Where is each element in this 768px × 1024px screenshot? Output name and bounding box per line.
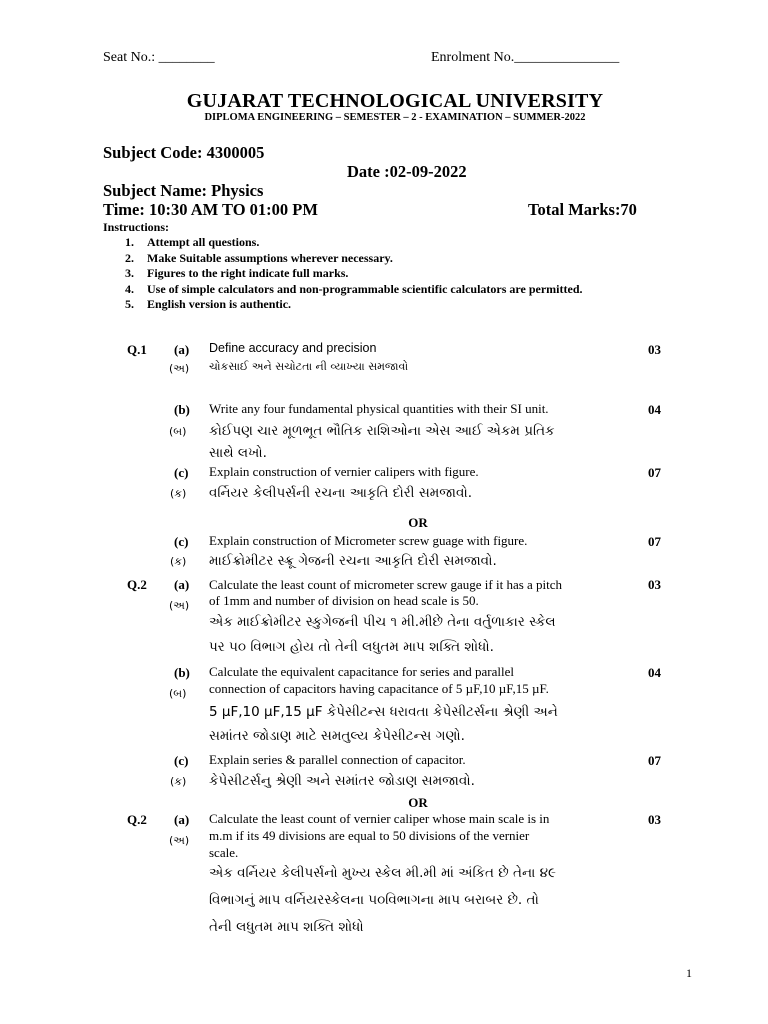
instruction-item: 4. Use of simple calculators and non-programmable scientific calculators are permitted. (125, 281, 583, 296)
question-text: of 1mm and number of division on head scale is 50. (209, 593, 479, 608)
marks: 03 (648, 577, 661, 592)
question-text-gujarati: ચોકસાઈ અને સચોટતા ની વ્યાખ્યા સમજાવો (209, 360, 409, 373)
or-separator: OR (408, 515, 428, 530)
question-text-gujarati: વર્નિયર કેલીપર્સની રચના આકૃતિ દોરી સમજાવો. (209, 485, 473, 501)
question-text-gujarati: તેની લધુતમ માપ શક્તિ શોધો (209, 919, 364, 935)
seat-no: Seat No.: ________ (103, 50, 215, 65)
sub-label: (a) (174, 342, 190, 357)
instruction-item: 2. Make Suitable assumptions wherever necessary. (125, 250, 393, 265)
question-text: Calculate the least count of micrometer screw gauge if it has a pitch (209, 577, 563, 592)
total-marks: Total Marks:70 (528, 200, 637, 219)
question-text: Define accuracy and precision (209, 341, 377, 355)
sub-label: (b) (174, 402, 190, 417)
subject-name: Subject Name: Physics (103, 181, 264, 200)
question-text-gujarati: કેપેસીટર્સનુ શ્રેણી અને સમાંતર જોડાણ સમજાવો. (209, 773, 475, 789)
question-text: Calculate the least count of vernier caliper whose main scale is in (209, 811, 550, 826)
sub-label-gujarati: (અ) (169, 834, 190, 847)
question-text-gujarati: સાથે લખો. (209, 445, 267, 461)
enrolment-no: Enrolment No._______________ (431, 50, 620, 65)
question-text: Explain series & parallel connection of capacitor. (209, 752, 466, 767)
question-text-gujarati: વિભાગનું માપ વર્નિયરસ્કેલના ૫૦વિભાગના માપ બરાબર છે. તો (209, 892, 539, 908)
question-text: Write any four fundamental physical quantities with their SI unit. (209, 401, 549, 416)
sub-label: (c) (174, 753, 189, 768)
marks: 04 (648, 665, 661, 680)
sub-label-gujarati: (ક) (170, 775, 187, 788)
question-text-gujarati: 5 µF,10 µF,15 µF કેપેસીટન્સ ધરાવતા કેપેસીટર્સના શ્રેણી અને (209, 704, 558, 720)
sub-label-gujarati: (અ) (169, 599, 190, 612)
question-text-gujarati: કોઈપણ ચાર મૂળભૂત ભૌતિક રાશિઓના એસ આઈ એકમ પ્રતિક (209, 423, 555, 439)
question-number: Q.2 (127, 812, 147, 827)
marks: 03 (648, 342, 661, 357)
sub-label: (c) (174, 534, 189, 549)
sub-label-gujarati: (અ) (169, 362, 190, 375)
instruction-item: 5. English version is authentic. (125, 297, 292, 311)
question-text: m.m if its 49 divisions are equal to 50 divisions of the vernier (209, 828, 530, 843)
exam-title: DIPLOMA ENGINEERING – SEMESTER – 2 - EXAMINATION – SUMMER-2022 (204, 112, 586, 123)
exam-time: Time: 10:30 AM TO 01:00 PM (103, 200, 318, 219)
question-text: connection of capacitors having capacitance of 5 µF,10 µF,15 µF. (209, 681, 549, 696)
sub-label-gujarati: (ક) (170, 555, 187, 568)
page-number: 1 (686, 966, 692, 980)
question-text: Calculate the equivalent capacitance for series and parallel (209, 664, 514, 679)
question-text: scale. (209, 845, 239, 860)
instruction-item: 3. Figures to the right indicate full marks. (125, 266, 349, 280)
question-text-gujarati: એક માઈક્રોમીટર સ્કુગેજની પીચ ૧ મી.મીછે તેના વર્તુળાકાર સ્કેલ (209, 614, 556, 630)
subject-code: Subject Code: 4300005 (103, 143, 265, 162)
question-number: Q.1 (127, 342, 147, 357)
marks: 07 (648, 534, 661, 549)
instructions-title: Instructions: (103, 220, 170, 234)
sub-label: (a) (174, 812, 190, 827)
marks: 07 (648, 753, 661, 768)
sub-label-gujarati: (બ) (169, 425, 187, 438)
sub-label-gujarati: (ક) (170, 487, 187, 500)
question-text-gujarati: સમાંતર જોડાણ માટે સમતુલ્ય કેપેસીટન્સ ગણો. (209, 728, 465, 744)
university-title: GUJARAT TECHNOLOGICAL UNIVERSITY (186, 90, 604, 112)
sub-label: (b) (174, 665, 190, 680)
marks: 04 (648, 402, 661, 417)
or-separator: OR (408, 795, 428, 810)
instruction-item: 1. Attempt all questions. (125, 235, 260, 249)
question-text: Explain construction of Micrometer screw guage with figure. (209, 533, 528, 548)
sub-label: (a) (174, 577, 190, 592)
question-text-gujarati: પર ૫૦ વિભાગ હોય તો તેની લધુતમ માપ શક્તિ શોધો. (209, 639, 494, 655)
instructions-list (103, 235, 583, 313)
marks: 07 (648, 465, 661, 480)
sub-label: (c) (174, 465, 189, 480)
marks: 03 (648, 812, 661, 827)
sub-label-gujarati: (બ) (169, 687, 187, 700)
question-text-gujarati: એક વર્નિયર કેલીપર્સનો મુખ્ય સ્કેલ મી.મી માં અંકિત છે તેના ૪૯ (209, 865, 556, 881)
exam-date: Date :02-09-2022 (347, 162, 467, 181)
question-number: Q.2 (127, 577, 147, 592)
question-text-gujarati: માઈક્રોમીટર સ્ક્રૂ ગેજની રચના આકૃતિ દોરી સમજાવો. (209, 553, 497, 569)
question-text: Explain construction of vernier calipers with figure. (209, 464, 479, 479)
